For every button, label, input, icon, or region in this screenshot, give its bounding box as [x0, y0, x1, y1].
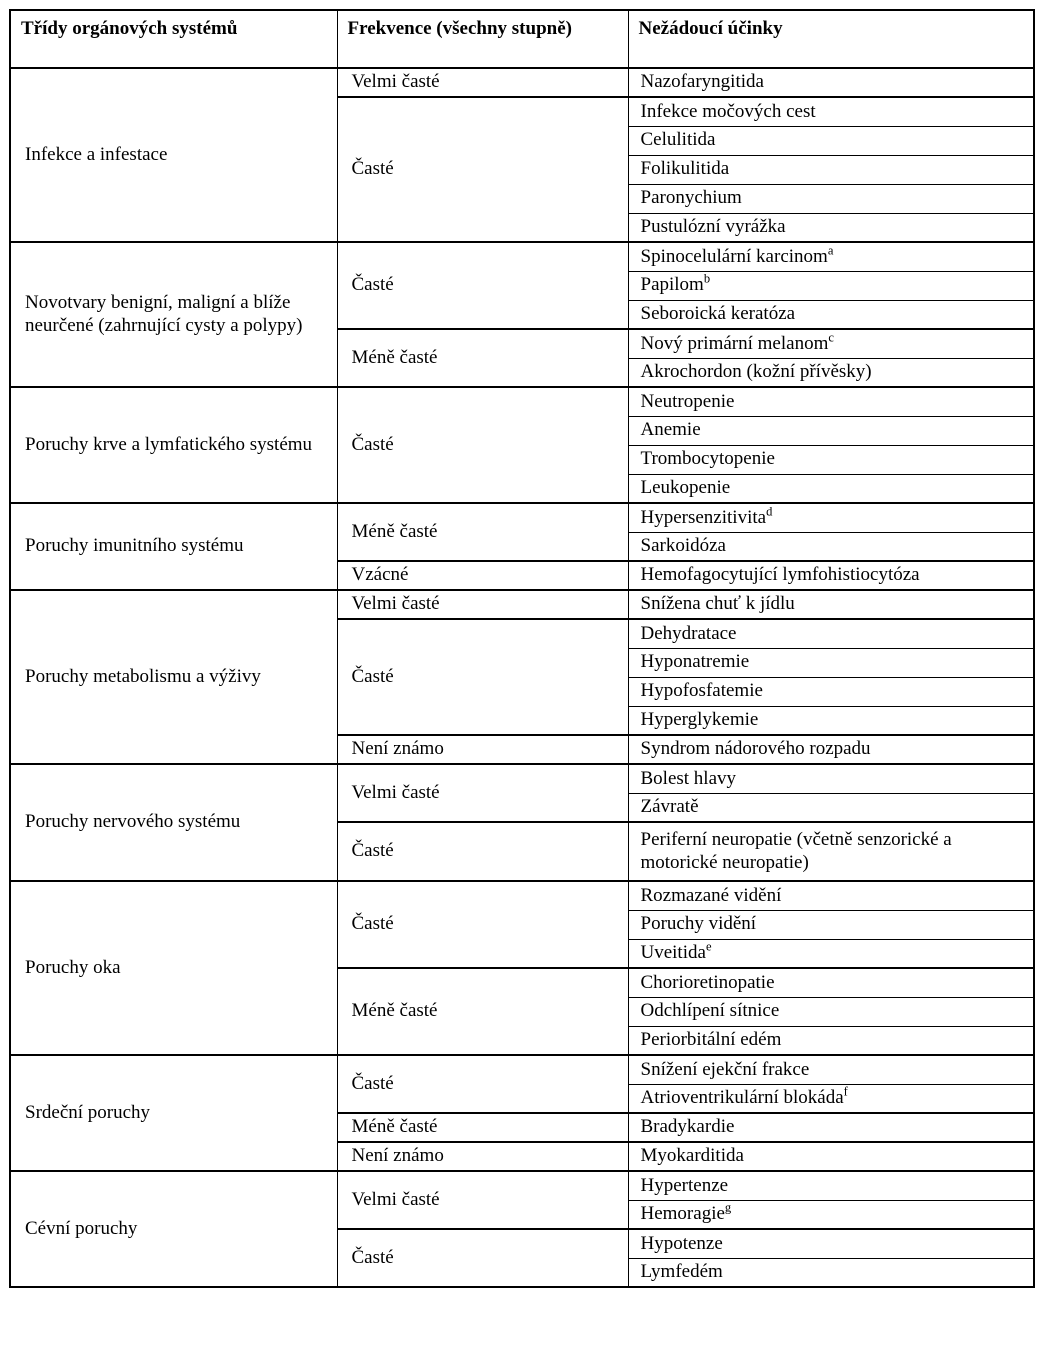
adverse-reaction-label — [629, 1085, 1034, 1111]
organ-system-class-label: Infekce a infestace — [25, 143, 168, 165]
table-row — [10, 68, 1034, 97]
footnote-marker: b — [703, 271, 711, 286]
adverse-reaction-text: Pustulózní vyrážka — [640, 216, 786, 238]
adverse-reaction-cell — [628, 97, 1034, 126]
adverse-reaction-label — [629, 911, 1034, 937]
adverse-reaction-cell — [628, 68, 1034, 97]
frequency-cell — [337, 97, 628, 242]
adverse-reaction-label — [629, 794, 1034, 820]
organ-system-class-cell — [10, 387, 337, 503]
adverse-reaction-text: Hyponatremie — [640, 651, 750, 673]
adverse-reaction-text: Hemofagocytující lymfohistiocytóza — [640, 564, 920, 586]
adverse-reaction-text: Závratě — [640, 796, 699, 818]
adverse-events-table — [9, 9, 1035, 1288]
frequency-cell — [337, 735, 628, 764]
table-row — [10, 590, 1034, 619]
column-header-adverse-reactions-label: Nežádoucí účinky — [638, 18, 783, 39]
adverse-reaction-cell — [628, 1258, 1034, 1287]
organ-system-class-label: Novotvary benigní, maligní a blíže neurčené (zahrnující cysty a polypy) — [25, 292, 303, 336]
adverse-reaction-text: Nazofaryngitida — [640, 71, 764, 93]
frequency-label: Vzácné — [351, 564, 409, 586]
adverse-reaction-cell — [628, 910, 1034, 939]
organ-system-class-cell — [10, 590, 337, 764]
frequency-cell — [337, 822, 628, 881]
frequency-cell — [337, 68, 628, 97]
adverse-reaction-text: Seboroická keratóza — [640, 303, 796, 325]
adverse-reaction-cell — [628, 706, 1034, 735]
footnote-marker: e — [705, 939, 712, 954]
column-header-frequency-label: Frekvence (všechny stupně) — [347, 18, 572, 39]
adverse-reaction-text: Periferní neuropatie (včetně senzorické a motorické neuropatie) — [640, 829, 952, 873]
adverse-reaction-label — [629, 417, 1034, 443]
adverse-reaction-cell — [628, 126, 1034, 155]
adverse-reaction-label — [629, 1173, 1034, 1199]
footnote-marker: f — [843, 1084, 848, 1099]
adverse-reaction-label — [629, 1259, 1034, 1285]
organ-system-class-label: Poruchy nervového systému — [25, 811, 241, 833]
table-row — [10, 1171, 1034, 1200]
table-row — [10, 503, 1034, 532]
adverse-reaction-cell — [628, 1229, 1034, 1258]
frequency-cell — [337, 242, 628, 329]
adverse-reaction-label — [629, 475, 1034, 501]
organ-system-class-label: Poruchy oka — [25, 956, 121, 978]
adverse-reaction-text: Spinocelulární karcinom — [640, 245, 828, 267]
adverse-reaction-text: Sarkoidóza — [640, 535, 726, 557]
frequency-label: Časté — [351, 840, 394, 862]
frequency-cell — [337, 619, 628, 735]
adverse-reaction-text: Periorbitální edém — [640, 1029, 782, 1051]
adverse-reaction-text: Leukopenie — [640, 477, 731, 499]
table-row — [10, 1055, 1034, 1084]
frequency-cell — [337, 1171, 628, 1229]
frequency-label: Není známo — [351, 1145, 444, 1167]
adverse-reaction-text: Rozmazané vidění — [640, 884, 782, 906]
adverse-reaction-label — [629, 533, 1034, 559]
frequency-cell — [337, 764, 628, 822]
adverse-reaction-text: Dehydratace — [640, 622, 737, 644]
adverse-reaction-cell — [628, 561, 1034, 590]
adverse-reaction-cell — [628, 997, 1034, 1026]
frequency-label: Velmi časté — [351, 593, 440, 615]
adverse-reaction-cell — [628, 271, 1034, 300]
adverse-reaction-cell — [628, 503, 1034, 532]
adverse-reaction-cell — [628, 648, 1034, 677]
adverse-reaction-text: Poruchy vidění — [640, 913, 757, 935]
adverse-reaction-cell — [628, 155, 1034, 184]
table-row — [10, 242, 1034, 271]
adverse-reaction-cell — [628, 881, 1034, 910]
adverse-reaction-text: Paronychium — [640, 187, 742, 209]
frequency-cell — [337, 1113, 628, 1142]
header-row — [10, 10, 1034, 68]
table-body — [10, 68, 1034, 1287]
adverse-reaction-text: Hyperglykemie — [640, 709, 759, 731]
adverse-reaction-cell — [628, 1026, 1034, 1055]
table-header — [10, 10, 1034, 68]
adverse-reaction-text: Folikulitida — [640, 158, 730, 180]
adverse-reaction-cell — [628, 764, 1034, 793]
frequency-label: Časté — [351, 433, 394, 455]
adverse-reaction-label — [629, 1201, 1034, 1227]
footnote-marker: a — [827, 243, 834, 258]
adverse-reaction-text: Snížení ejekční frakce — [640, 1058, 810, 1080]
adverse-reaction-cell — [628, 735, 1034, 764]
adverse-reaction-cell — [628, 532, 1034, 561]
column-header-frequency — [337, 10, 628, 68]
frequency-cell — [337, 968, 628, 1055]
adverse-reaction-cell — [628, 1055, 1034, 1084]
table-row — [10, 764, 1034, 793]
adverse-reaction-text: Infekce močových cest — [640, 100, 816, 122]
frequency-cell — [337, 561, 628, 590]
organ-system-class-cell — [10, 242, 337, 387]
adverse-reaction-label — [629, 301, 1034, 327]
frequency-label: Časté — [351, 913, 394, 935]
adverse-reaction-label — [629, 970, 1034, 996]
adverse-reaction-label — [629, 1057, 1034, 1083]
adverse-reaction-text: Akrochordon (kožní přívěsky) — [640, 361, 872, 383]
adverse-reaction-text: Atrioventrikulární blokáda — [640, 1087, 844, 1109]
adverse-reaction-cell — [628, 822, 1034, 881]
adverse-reaction-cell — [628, 213, 1034, 242]
adverse-reaction-cell — [628, 619, 1034, 648]
adverse-reaction-cell — [628, 445, 1034, 474]
adverse-reaction-cell — [628, 416, 1034, 445]
adverse-reaction-cell — [628, 677, 1034, 706]
frequency-label: Časté — [351, 158, 394, 180]
adverse-reaction-cell — [628, 1200, 1034, 1229]
organ-system-class-cell — [10, 764, 337, 881]
frequency-label: Velmi časté — [351, 71, 440, 93]
adverse-reaction-label — [629, 1114, 1034, 1140]
adverse-reaction-label — [629, 1143, 1034, 1169]
adverse-reaction-label — [629, 446, 1034, 472]
adverse-reaction-label — [629, 272, 1034, 298]
frequency-label: Méně časté — [351, 346, 438, 368]
adverse-reaction-label — [629, 156, 1034, 182]
adverse-reaction-cell — [628, 242, 1034, 271]
adverse-reaction-text: Myokarditida — [640, 1145, 744, 1167]
adverse-reaction-label — [629, 649, 1034, 675]
adverse-reaction-text: Snížena chuť k jídlu — [640, 593, 795, 615]
adverse-reaction-cell — [628, 1142, 1034, 1171]
adverse-reaction-cell — [628, 184, 1034, 213]
adverse-reaction-label — [629, 505, 1034, 531]
adverse-reaction-text: Anemie — [640, 419, 701, 441]
adverse-reaction-label — [629, 766, 1034, 792]
frequency-label: Časté — [351, 665, 394, 687]
frequency-cell — [337, 329, 628, 387]
adverse-reaction-label — [629, 359, 1034, 385]
column-header-adverse-reactions — [628, 10, 1034, 68]
frequency-cell — [337, 1055, 628, 1113]
organ-system-class-cell — [10, 1055, 337, 1171]
frequency-cell — [337, 1142, 628, 1171]
adverse-reaction-text: Hypersenzitivita — [640, 506, 767, 528]
adverse-reaction-cell — [628, 474, 1034, 503]
adverse-reaction-label — [629, 389, 1034, 415]
frequency-label: Méně časté — [351, 520, 438, 542]
frequency-label: Méně časté — [351, 1116, 438, 1138]
column-header-organ-system-class — [10, 10, 337, 68]
adverse-reaction-label — [629, 883, 1034, 909]
adverse-reaction-label — [629, 214, 1034, 240]
organ-system-class-label: Poruchy metabolismu a výživy — [25, 665, 261, 687]
adverse-reaction-text: Syndrom nádorového rozpadu — [640, 738, 871, 760]
adverse-reaction-text: Odchlípení sítnice — [640, 1000, 780, 1022]
adverse-reaction-label — [629, 244, 1034, 270]
adverse-reaction-text: Trombocytopenie — [640, 448, 775, 470]
adverse-events-table-container — [9, 9, 1033, 1288]
table-row — [10, 881, 1034, 910]
organ-system-class-label: Srdeční poruchy — [25, 1101, 151, 1123]
adverse-reaction-label — [629, 1231, 1034, 1257]
adverse-reaction-label — [629, 185, 1034, 211]
adverse-reaction-text: Bolest hlavy — [640, 767, 737, 789]
adverse-reaction-text: Hypofosfatemie — [640, 680, 763, 702]
adverse-reaction-label — [629, 678, 1034, 704]
adverse-reaction-text: Bradykardie — [640, 1116, 735, 1138]
adverse-reaction-label — [629, 1027, 1034, 1053]
frequency-label: Velmi časté — [351, 1188, 440, 1210]
adverse-reaction-text: Neutropenie — [640, 390, 735, 412]
organ-system-class-label: Poruchy krve a lymfatického systému — [25, 433, 313, 455]
frequency-label: Není známo — [351, 738, 444, 760]
adverse-reaction-cell — [628, 1171, 1034, 1200]
adverse-reaction-cell — [628, 358, 1034, 387]
frequency-label: Časté — [351, 274, 394, 296]
adverse-reaction-label — [629, 562, 1034, 588]
frequency-label: Časté — [351, 1246, 394, 1268]
adverse-reaction-cell — [628, 387, 1034, 416]
frequency-label: Méně časté — [351, 1000, 438, 1022]
adverse-reaction-cell — [628, 329, 1034, 358]
adverse-reaction-text: Chorioretinopatie — [640, 971, 775, 993]
adverse-reaction-cell — [628, 1113, 1034, 1142]
adverse-reaction-text: Uveitida — [640, 942, 706, 964]
adverse-reaction-text: Celulitida — [640, 129, 716, 151]
adverse-reaction-text: Papilom — [640, 274, 704, 296]
adverse-reaction-text: Hypertenze — [640, 1174, 729, 1196]
adverse-reaction-cell — [628, 1084, 1034, 1113]
adverse-reaction-label — [629, 591, 1034, 617]
frequency-cell — [337, 503, 628, 561]
table-row — [10, 387, 1034, 416]
adverse-reaction-label — [629, 99, 1034, 125]
organ-system-class-cell — [10, 503, 337, 590]
adverse-reaction-label — [629, 827, 1034, 876]
adverse-reaction-text: Hypotenze — [640, 1232, 723, 1254]
footnote-marker: d — [766, 504, 773, 519]
frequency-label: Velmi časté — [351, 781, 440, 803]
organ-system-class-label: Cévní poruchy — [25, 1217, 138, 1239]
adverse-reaction-cell — [628, 300, 1034, 329]
adverse-reaction-label — [629, 998, 1034, 1024]
organ-system-class-cell — [10, 1171, 337, 1287]
column-header-organ-system-class-label: Třídy orgánových systémů — [21, 18, 238, 39]
frequency-cell — [337, 387, 628, 503]
adverse-reaction-label — [629, 331, 1034, 357]
adverse-reaction-cell — [628, 939, 1034, 968]
adverse-reaction-label — [629, 940, 1034, 966]
adverse-reaction-cell — [628, 793, 1034, 822]
adverse-reaction-text: Nový primární melanom — [640, 332, 829, 354]
adverse-reaction-cell — [628, 968, 1034, 997]
adverse-reaction-cell — [628, 590, 1034, 619]
organ-system-class-cell — [10, 68, 337, 242]
frequency-cell — [337, 1229, 628, 1287]
frequency-cell — [337, 881, 628, 968]
organ-system-class-label: Poruchy imunitního systému — [25, 535, 244, 557]
adverse-reaction-label — [629, 707, 1034, 733]
adverse-reaction-text: Lymfedém — [640, 1261, 723, 1283]
frequency-label: Časté — [351, 1072, 394, 1094]
organ-system-class-cell — [10, 881, 337, 1055]
adverse-reaction-text: Hemoragie — [640, 1203, 725, 1225]
adverse-reaction-label — [629, 127, 1034, 153]
adverse-reaction-label — [629, 621, 1034, 647]
adverse-reaction-label — [629, 736, 1034, 762]
adverse-reaction-label — [629, 69, 1034, 95]
frequency-cell — [337, 590, 628, 619]
footnote-marker: g — [724, 1200, 732, 1215]
footnote-marker: c — [828, 330, 834, 345]
